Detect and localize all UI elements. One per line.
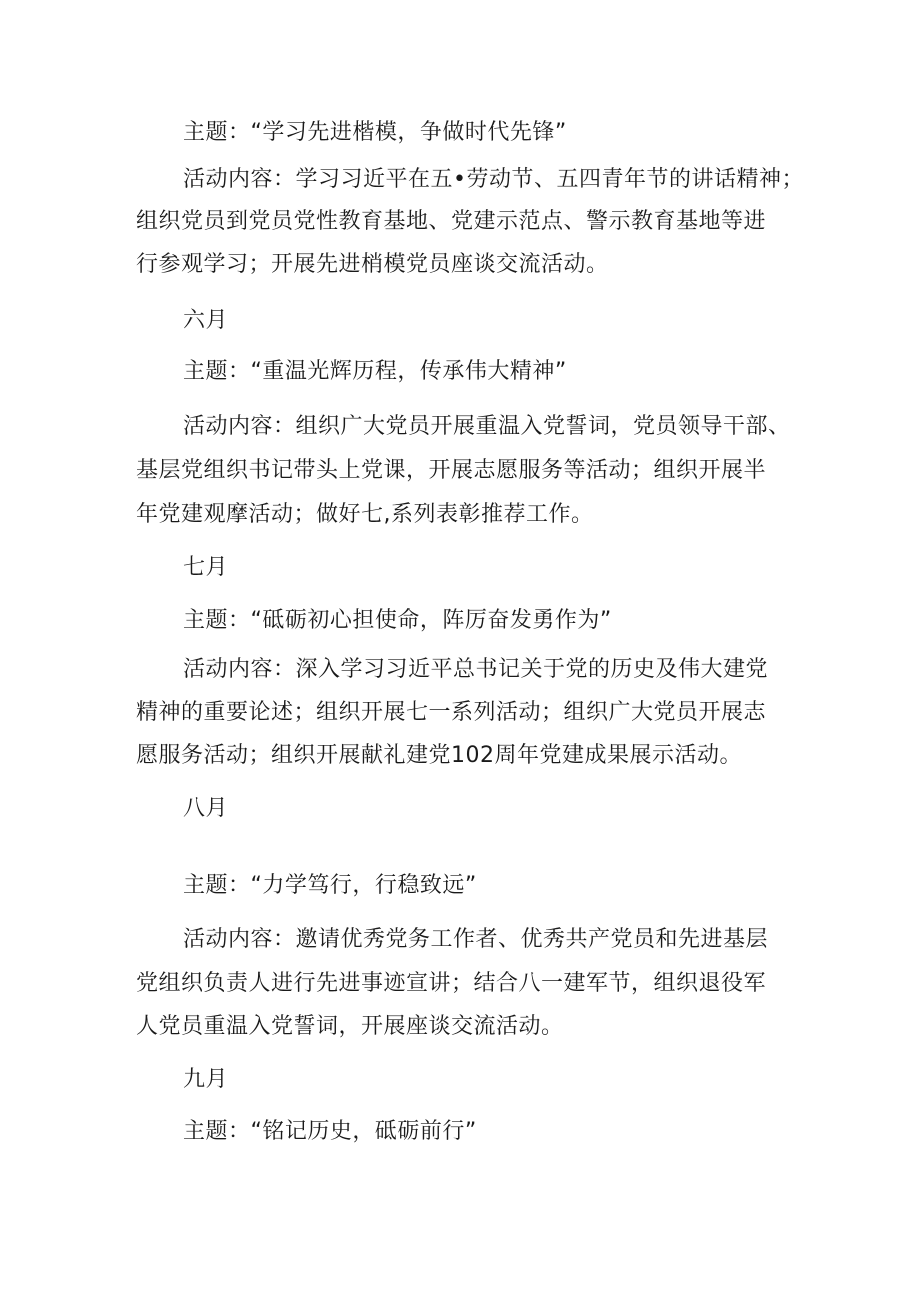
may-theme: 主题：“学习先进楷模，争做时代先锋” — [183, 120, 567, 145]
july-content-line-2: 精神的重要论述；组织开展七一系列活动；组织广大党员开展志 — [136, 700, 767, 725]
june-content-line-1: 活动内容：组织广大党员开展重温入党誓词，党员领导干部、 — [183, 414, 791, 439]
june-content-line-2: 基层党组织书记带头上党课，开展志愿服务等活动；组织开展半 — [136, 458, 767, 483]
june-content-line-3: 年党建观摩活动；做好七,系列表彰推荐工作。 — [136, 502, 594, 527]
july-content-line-3: 愿服务活动；组织开展献礼建党102周年党建成果展示活动。 — [136, 743, 742, 768]
august-content-line-1: 活动内容：邀请优秀党务工作者、优秀共产党员和先进基层 — [183, 927, 769, 952]
august-content-line-2: 党组织负责人进行先进事迹宣讲；结合八一建军节，组织退役军 — [136, 971, 767, 996]
june-month-heading: 六月 — [183, 308, 229, 333]
august-theme: 主题：“力学笃行，行稳致远” — [183, 873, 477, 898]
august-content-line-3: 人党员重温入党誓词，开展座谈交流活动。 — [136, 1014, 564, 1039]
july-month-heading: 七月 — [183, 555, 229, 580]
september-theme: 主题：“铭记历史，砥砺前行” — [183, 1119, 477, 1144]
july-content-line-1: 活动内容：深入学习习近平总书记关于党的历史及伟大建党 — [183, 657, 769, 682]
may-content-line-1: 活动内容：学习习近平在五•劳动节、五四青年节的讲话精神； — [183, 167, 804, 192]
may-content-line-2: 组织党员到党员党性教育基地、党建示范点、警示教育基地等进 — [136, 209, 767, 234]
september-month-heading: 九月 — [183, 1067, 229, 1092]
june-theme: 主题：“重温光辉历程，传承伟大精神” — [183, 359, 567, 384]
july-theme: 主题：“砥砺初心担使命，阵厉奋发勇作为” — [183, 608, 612, 633]
may-content-line-3: 行参观学习；开展先进梢模党员座谈交流活动。 — [136, 252, 609, 277]
august-month-heading: 八月 — [183, 796, 229, 821]
